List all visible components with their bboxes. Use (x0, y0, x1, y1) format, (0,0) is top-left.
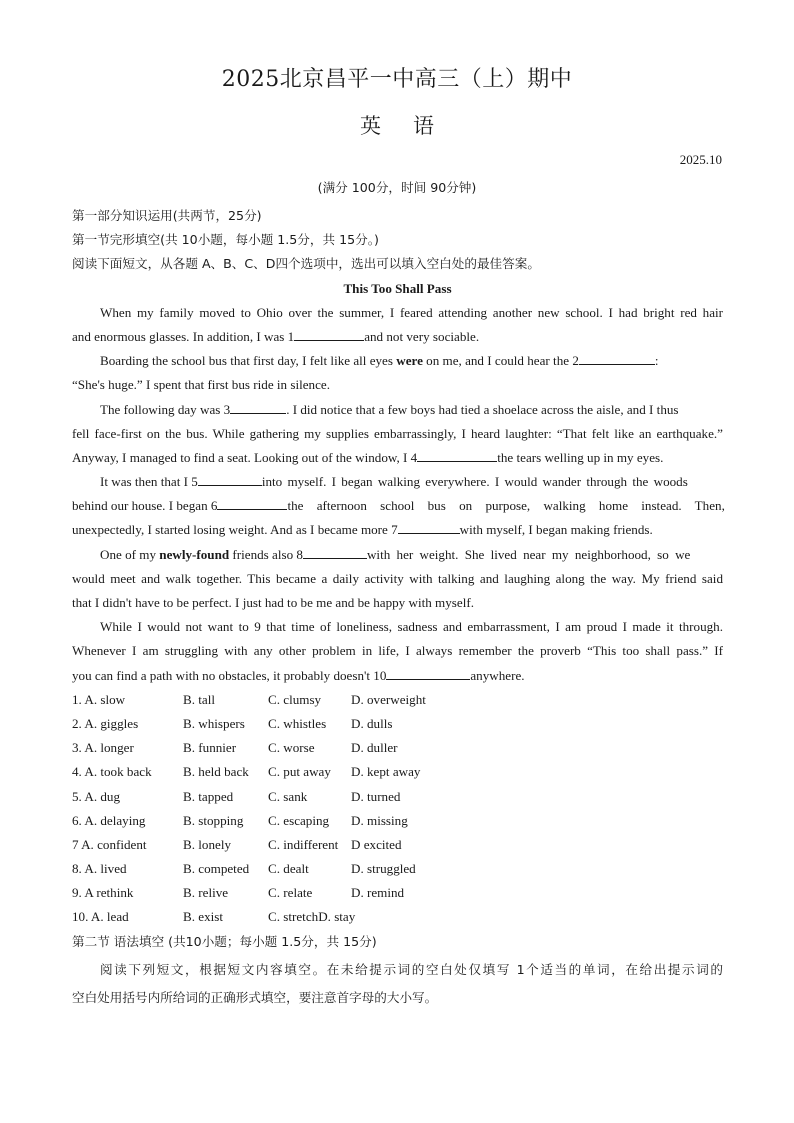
exam-meta: (满分 100分，时间 90分钟) (317, 180, 477, 195)
paragraph-line: Boarding the school bus that first day, I felt like all eyes were on me, and I could hear the 2 : (72, 349, 723, 373)
section2-heading: 第二节 语法填空 (共10小题；每小题 1.5分，共 15分) (72, 933, 377, 949)
question-row: 6. A. delaying B. stopping C. escaping D. missing (72, 812, 408, 828)
section1-heading: 第一节完形填空(共 10小题，每小题 1.5分，共 15分。) (72, 232, 379, 248)
question-row: 7 A. confident B. lonely C. indifferent D excited (72, 836, 402, 852)
paragraph-line: While I would not want to 9 that time of loneliness, sadness and embarrassment, I am proud I made it through. (100, 619, 723, 635)
paragraph-line: that I didn't have to be perfect. I just had to be me and be happy with myself. (72, 595, 474, 610)
paragraph-line: you can find a path with no obstacles, it probably doesn't 10 anywhere. (72, 664, 723, 688)
exam-title: 2025北京昌平一中高三（上）期中 (221, 67, 573, 92)
exam-subject: 英语 (360, 114, 466, 138)
blank-6 (217, 495, 287, 510)
blank-10 (386, 665, 470, 680)
question-row: 3. A. longer B. funnier C. worse D. duller (72, 740, 398, 756)
blank-4 (417, 447, 497, 462)
exam-content (72, 204, 723, 1010)
paragraph-line: When my family moved to Ohio over the summer, I feared attending another new school. I had bright red hair (100, 304, 723, 320)
paragraph-line: would meet and walk together. This became a daily activity with talking and laughing along the way. My friend said (72, 570, 723, 586)
question-row: 5. A. dug B. tapped C. sank D. turned (72, 788, 401, 804)
blank-2 (579, 350, 655, 365)
exam-date: 2025.10 (679, 152, 722, 167)
paragraph-line: fell face-first on the bus. While gathering my supplies embarrassingly, I heard laughter: “That felt like an earthquake.” (72, 425, 723, 441)
blank-7 (398, 519, 460, 534)
question-row: 4. A. took back B. held back C. put away D. kept away (72, 764, 421, 780)
part-heading: 第一部分知识运用(共两节，25分) (72, 208, 262, 223)
paragraph-line: Anyway, I managed to find a seat. Looking out of the window, I 4 the tears welling up in my eyes. (72, 446, 723, 470)
question-row: 9. A rethink B. relive C. relate D. remind (72, 885, 405, 901)
paragraph-line: “She's huge.” I spent that first bus ride in silence. (72, 377, 330, 393)
blank-8 (303, 544, 367, 559)
question-row: 8. A. lived B. competed C. dealt D. struggled (72, 861, 416, 877)
paragraph-line: It was then that I 5 into myself. I began walking everywhere. I would wander through the woods (72, 470, 723, 494)
paragraph-line: and enormous glasses. In addition, I was 1 and not very sociable. (72, 325, 723, 349)
question-row: 10. A. lead B. exist C. stretch D. stay (72, 909, 356, 925)
question-row: 2. A. giggles B. whispers C. whistles D. dulls (72, 715, 393, 731)
passage-title: This Too Shall Pass (343, 280, 452, 296)
paragraph-line: behind our house. I began 6 the afternoon school bus on purpose, walking home instead. Then, (72, 494, 723, 518)
paragraph-line: The following day was 3 . I did notice that a few boys had tied a shoelace across the aisle, and I thus (72, 398, 723, 422)
paragraph-line: unexpectedly, I started losing weight. And as I became more 7 with myself, I began making friends. (72, 518, 723, 542)
blank-3 (230, 399, 286, 414)
blank-5 (198, 471, 262, 486)
paragraph-line: One of my newly-found friends also 8 with her weight. She lived near my neighborhood, so we (72, 543, 723, 567)
blank-1 (294, 326, 364, 341)
section1-instructions: 阅读下面短文，从各题 A、B、C、D四个选项中，选出可以填入空白处的最佳答案。 (72, 256, 540, 272)
section2-instructions: 空白处用括号内所给词的正确形式填空，要注意首字母的大小写。 (72, 990, 438, 1005)
paragraph-line: Whenever I am struggling with any other problem in life, I always remember the proverb “This too shall pass.” If (72, 643, 723, 659)
section2-instructions: 阅读下列短文，根据短文内容填空。在未给提示词的空白处仅填写 1个适当的单词，在给出提示词的 (100, 961, 723, 977)
question-list (72, 688, 723, 930)
question-row: 1. A. slow B. tall C. clumsy D. overweight (72, 691, 426, 707)
